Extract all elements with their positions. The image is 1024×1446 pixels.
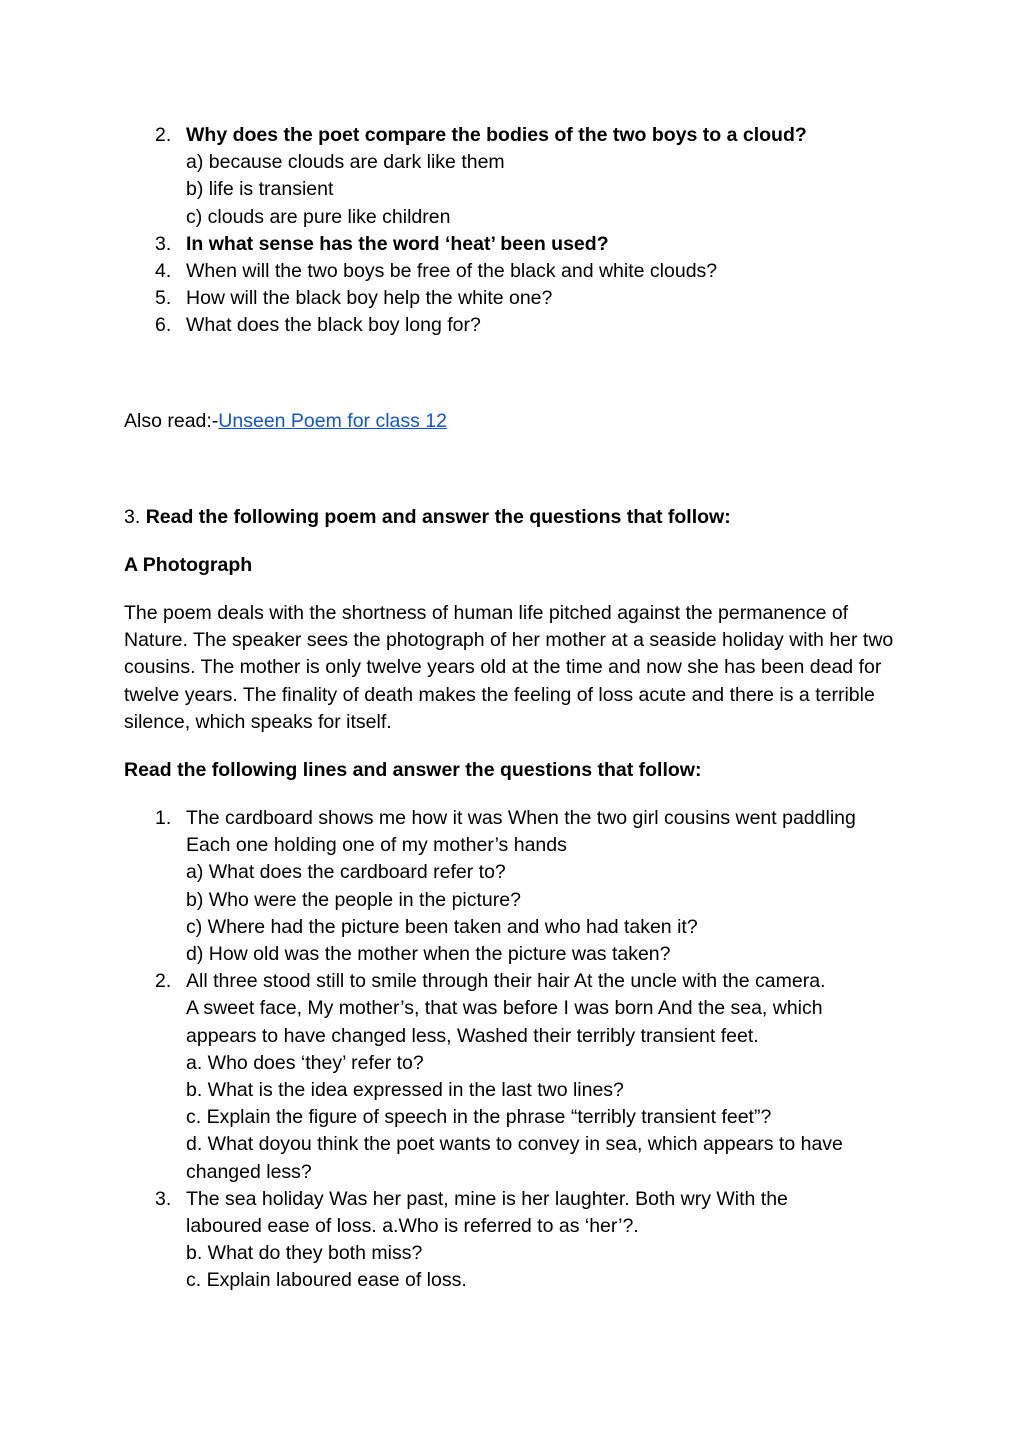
line-text: c) Where had the picture been taken and who had taken it?	[186, 915, 698, 938]
instruction-text: Read the following lines and answer the questions that follow:	[124, 759, 702, 781]
poem-title: A Photograph	[124, 554, 253, 576]
list-item	[124, 312, 904, 339]
list-item	[124, 122, 904, 231]
also-read-prefix: Also read:-	[124, 410, 219, 432]
intro-paragraph: The poem deals with the shortness of human life pitched against the permanence of Nature. The speaker sees the photograph of her mother at a seaside holiday with her two cousins. The mother is only twelve years old at the time and now she has been dead for twelve years. The finality of death makes the feeling of loss acute and there is a terrible silence, which speaks for itself.	[124, 602, 894, 733]
line-text: d. What doyou think the poet wants to convey in sea, which appears to have	[186, 1133, 843, 1156]
list-item	[124, 1186, 924, 1295]
line-text: b. What do they both miss?	[186, 1242, 423, 1265]
question-list-1	[124, 122, 904, 340]
question-text: What does the black boy long for?	[186, 314, 481, 337]
question-list-2	[124, 805, 924, 1295]
line-text: changed less?	[186, 1160, 312, 1183]
list-number: 6.	[155, 314, 172, 337]
section-number: 3.	[124, 506, 146, 528]
list-item	[124, 231, 904, 258]
option-text: c) clouds are pure like children	[186, 205, 451, 228]
question-text: How will the black boy help the white one?	[186, 287, 553, 310]
line-text: The cardboard shows me how it was When the two girl cousins went paddling	[186, 807, 856, 829]
line-text: appears to have changed less, Washed their terribly transient feet.	[186, 1024, 759, 1047]
list-item	[124, 285, 904, 312]
also-read-link[interactable]: Unseen Poem for class 12	[218, 410, 447, 432]
section-heading-text: Read the following poem and answer the questions that follow:	[145, 506, 731, 528]
question-text: Why does the poet compare the bodies of the two boys to a cloud?	[186, 124, 807, 146]
list-number: 3.	[155, 232, 172, 255]
also-read-line	[124, 408, 904, 435]
option-text: a) because clouds are dark like them	[186, 151, 505, 174]
line-text: c. Explain laboured ease of loss.	[186, 1269, 467, 1292]
line-text: A sweet face, My mother’s, that was before I was born And the sea, which	[186, 997, 823, 1020]
line-text: d) How old was the mother when the picture was taken?	[186, 943, 671, 966]
line-text: b. What is the idea expressed in the last two lines?	[186, 1079, 624, 1102]
section-heading	[124, 504, 904, 531]
line-text: All three stood still to smile through their hair At the uncle with the camera.	[186, 970, 826, 993]
line-text: Each one holding one of my mother’s hands	[186, 834, 567, 857]
list-item	[124, 968, 924, 1186]
line-text: a. Who does ‘they’ refer to?	[186, 1051, 424, 1074]
list-number: 5.	[155, 287, 172, 310]
list-item	[124, 258, 904, 285]
line-text: b) Who were the people in the picture?	[186, 888, 521, 911]
line-text: laboured ease of loss. a.Who is referred to as ‘her’?.	[186, 1215, 639, 1238]
list-number: 2.	[155, 970, 172, 993]
list-item	[124, 805, 924, 968]
question-text: When will the two boys be free of the black and white clouds?	[186, 260, 718, 283]
line-text: The sea holiday Was her past, mine is her laughter. Both wry With the	[186, 1187, 788, 1210]
list-number: 4.	[155, 260, 172, 283]
list-number: 2.	[155, 124, 172, 146]
option-text: b) life is transient	[186, 178, 334, 201]
question-text: In what sense has the word ‘heat’ been used?	[186, 232, 609, 255]
line-text: c. Explain the figure of speech in the phrase “terribly transient feet”?	[186, 1106, 772, 1129]
list-number: 1.	[155, 807, 172, 829]
list-number: 3.	[155, 1187, 172, 1210]
line-text: a) What does the cardboard refer to?	[186, 861, 506, 884]
